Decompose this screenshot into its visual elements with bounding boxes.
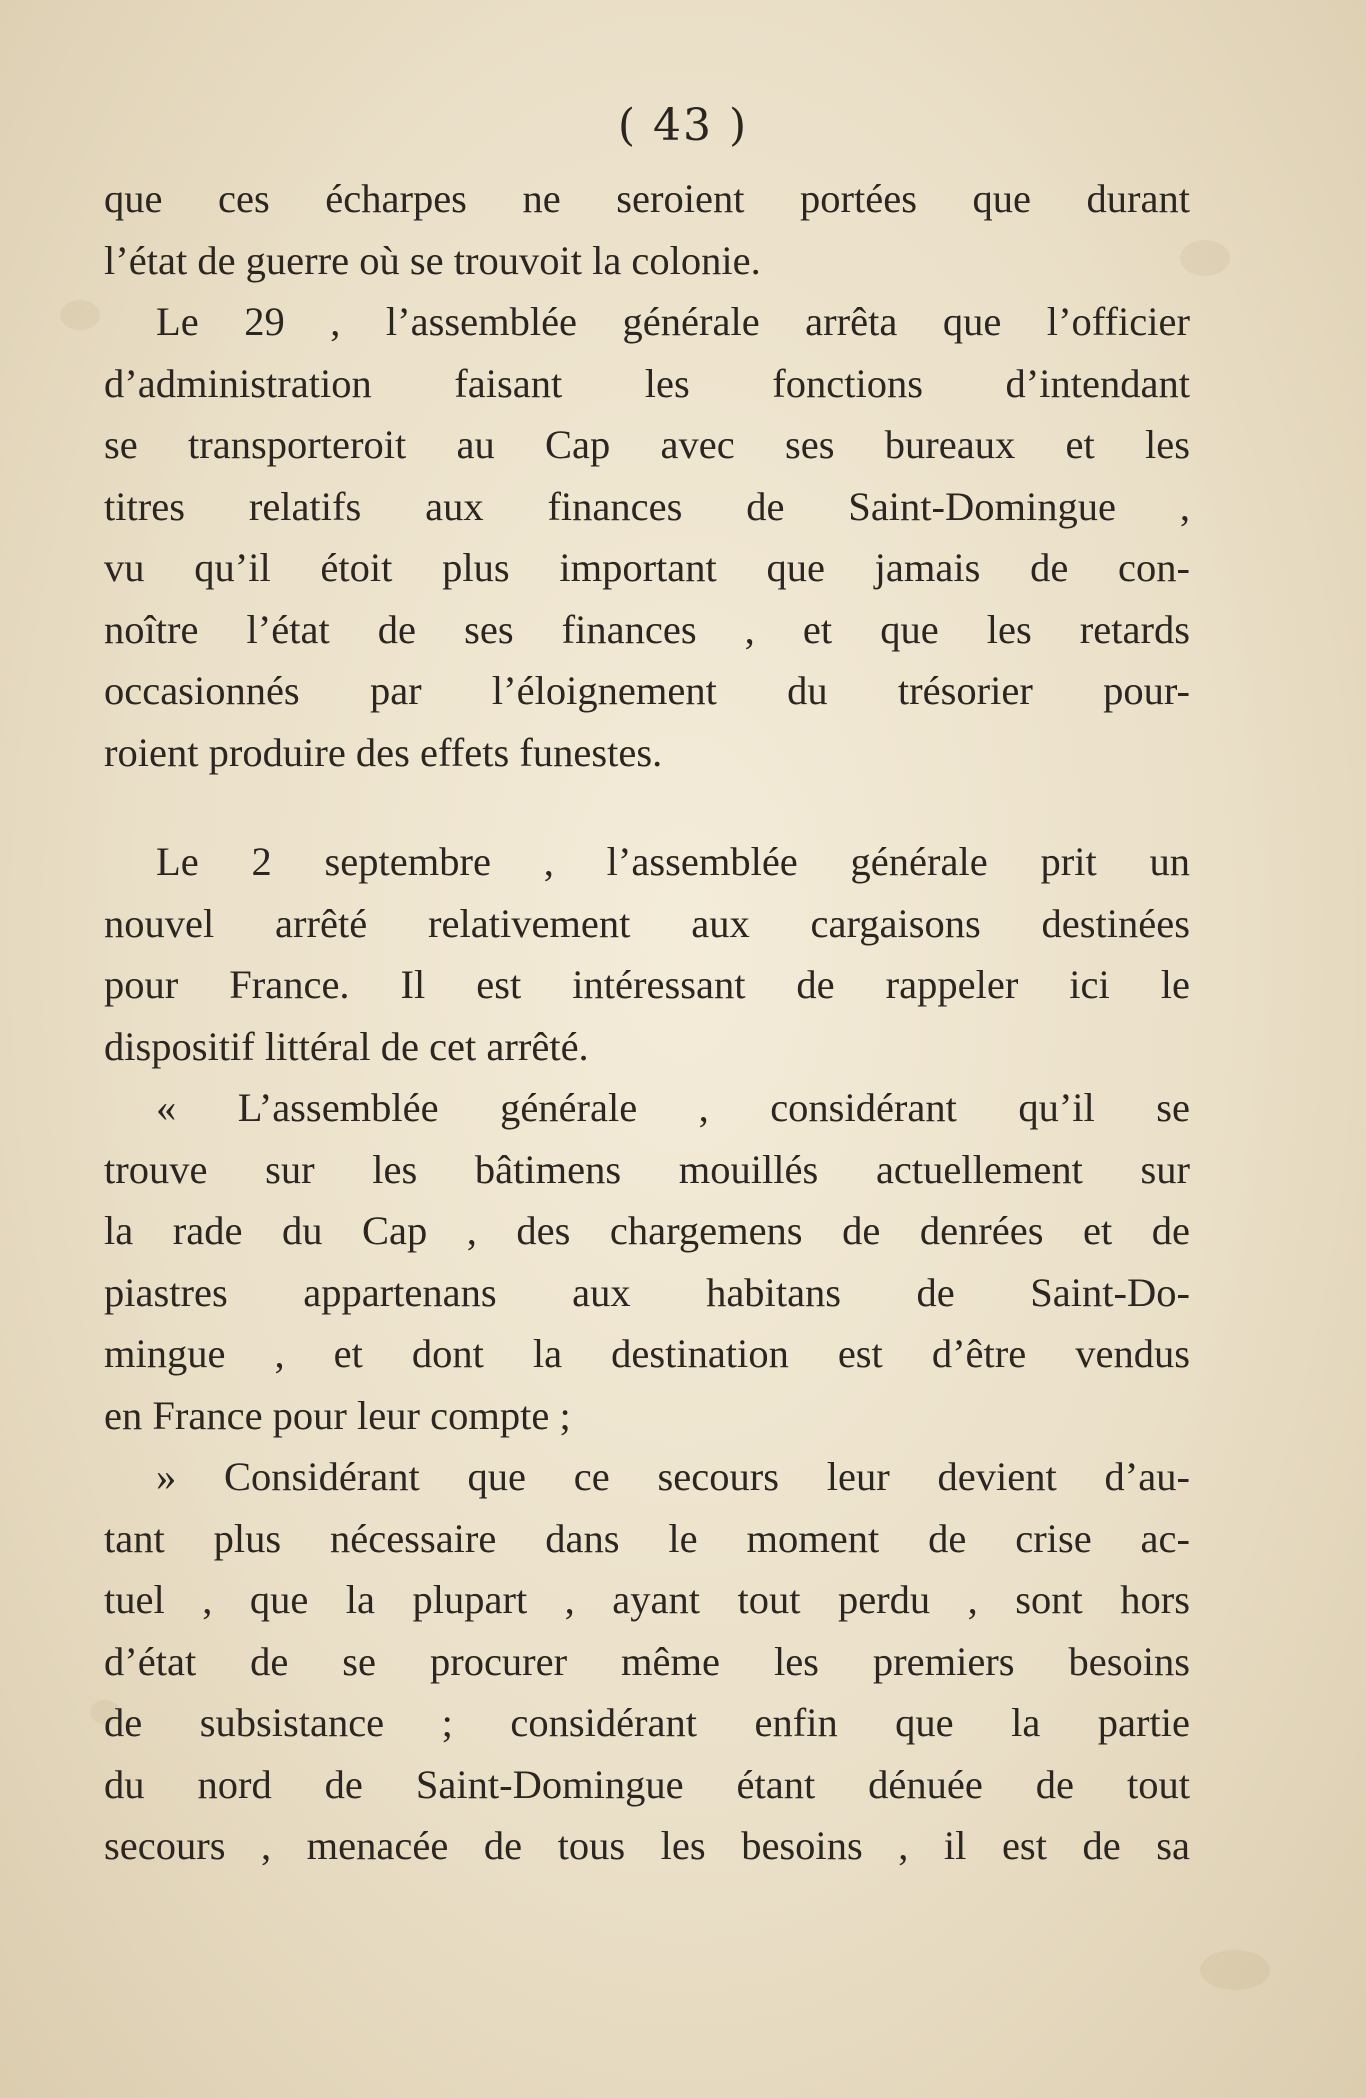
text-line: d’état de se procurer même les premiers besoins (104, 1638, 1190, 1684)
text-line: noître l’état de ses finances , et que les retards (104, 606, 1190, 652)
paper-stain (60, 300, 100, 330)
text-line: la rade du Cap , des chargemens de denrées et de (104, 1208, 1190, 1253)
text-line: que ces écharpes ne seroient portées que durant (104, 176, 1190, 221)
paper-stain (1200, 1950, 1270, 1990)
text-line: pour France. Il est intéressant de rappeler ici le (104, 962, 1190, 1007)
text-line: dispositif littéral de cet arrêté. (104, 1023, 589, 1069)
paragraph (104, 291, 1190, 783)
paragraph (104, 1446, 1190, 1877)
text-line: occasionnés par l’éloignement du trésorier pour- (104, 668, 1190, 713)
text-line: tuel , que la plupart , ayant tout perdu , sont hors (104, 1577, 1190, 1622)
page-text (104, 168, 1190, 1877)
text-line: trouve sur les bâtimens mouillés actuellement sur (104, 1146, 1190, 1192)
text-line: se transporteroit au Cap avec ses bureaux et les (104, 422, 1190, 467)
paragraph (104, 1077, 1190, 1446)
text-line: du nord de Saint-Domingue étant dénuée de tout (104, 1761, 1190, 1807)
text-line: titres relatifs aux finances de Saint-Domingue , (104, 483, 1190, 529)
text-line: en France pour leur compte ; (104, 1392, 571, 1438)
text-line: secours , menacée de tous les besoins , il est de sa (104, 1823, 1190, 1868)
text-line: l’état de guerre où se trouvoit la colonie. (104, 237, 761, 283)
text-line: » Considérant que ce secours leur devient d’au- (156, 1454, 1190, 1499)
text-line: roient produire des effets funestes. (104, 729, 663, 775)
text-line: Le 29 , l’assemblée générale arrêta que l’officier (156, 299, 1190, 344)
text-line: de subsistance ; considérant enfin que la partie (104, 1700, 1190, 1745)
page-number: ( 43 ) (617, 100, 749, 151)
paragraph (104, 168, 1190, 291)
text-line: « L’assemblée générale , considérant qu’il se (156, 1085, 1190, 1130)
paragraph (104, 831, 1190, 1077)
paragraph-gap (104, 783, 1190, 831)
text-line: d’administration faisant les fonctions d’intendant (104, 360, 1190, 406)
text-line: piastres appartenans aux habitans de Saint-Do- (104, 1269, 1190, 1315)
text-line: vu qu’il étoit plus important que jamais de con- (104, 545, 1190, 590)
text-line: tant plus nécessaire dans le moment de crise ac- (104, 1515, 1190, 1561)
text-line: mingue , et dont la destination est d’être vendus (104, 1331, 1190, 1376)
text-line: nouvel arrêté relativement aux cargaisons destinées (104, 900, 1190, 946)
text-line: Le 2 septembre , l’assemblée générale prit un (156, 839, 1190, 884)
